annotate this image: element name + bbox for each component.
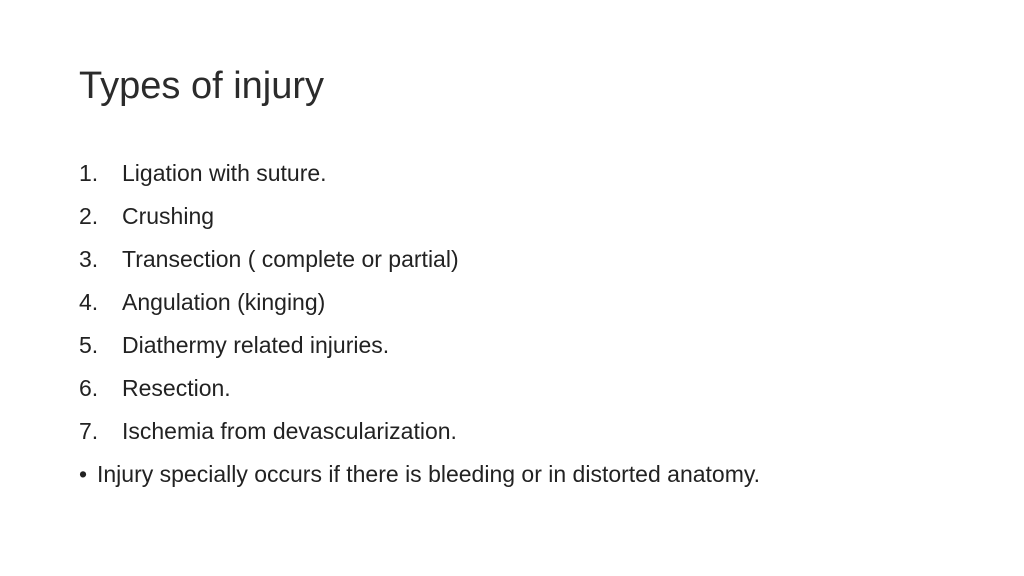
list-item-number: 3. [79, 246, 99, 272]
list-item-5 [79, 324, 999, 367]
list-item-3 [79, 238, 999, 281]
bullet-item [79, 453, 999, 496]
list-item-2 [79, 195, 999, 238]
list-item-text: Ischemia from devascularization. [122, 418, 457, 444]
list-item-text: Crushing [122, 203, 215, 229]
list-item-text: Resection. [122, 375, 231, 401]
slide-title: Types of injury [79, 65, 324, 107]
bullet-text: Injury specially occurs if there is bleeding or in distorted anatomy. [97, 461, 761, 487]
list-item-number: 4. [79, 289, 99, 315]
list-item-text: Angulation (kinging) [122, 289, 326, 315]
slide-content [79, 152, 999, 496]
list-item-number: 6. [79, 375, 99, 401]
list-item-number: 7. [79, 418, 99, 444]
list-item-4 [79, 281, 999, 324]
bullet-icon: • [79, 461, 88, 487]
list-item-number: 2. [79, 203, 99, 229]
list-item-text: Diathermy related injuries. [122, 332, 390, 358]
list-item-number: 5. [79, 332, 99, 358]
list-item-number: 1. [79, 160, 99, 186]
list-item-6 [79, 367, 999, 410]
list-item-7 [79, 410, 999, 453]
list-item-1 [79, 152, 999, 195]
list-item-text: Transection ( complete or partial) [122, 246, 459, 272]
numbered-list [79, 152, 999, 453]
list-item-text: Ligation with suture. [122, 160, 327, 186]
